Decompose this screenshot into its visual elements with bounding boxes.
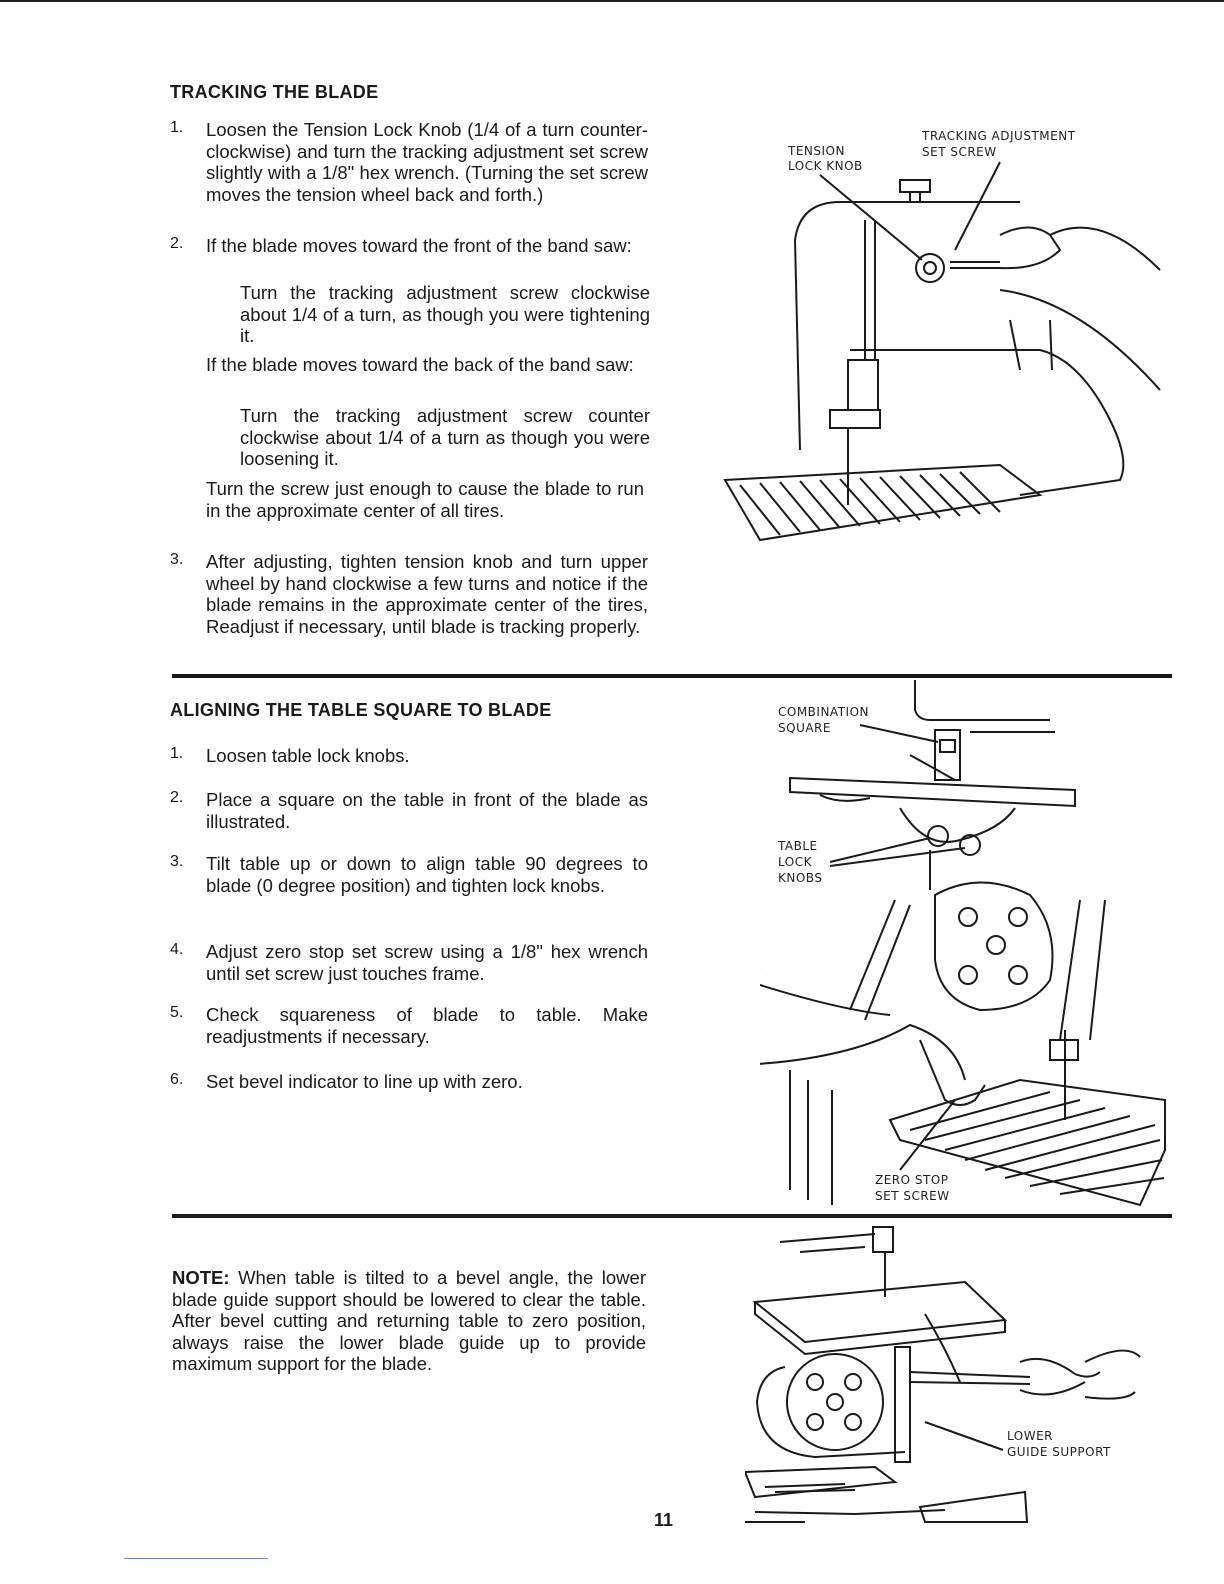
tracking-step-2-tail: Turn the screw just enough to cause the blade to run in the approximate center of all tires. <box>206 478 644 521</box>
tracking-step-2 <box>170 235 648 257</box>
label-tracking-adjustment: TRACKING ADJUSTMENT <box>922 129 1076 143</box>
step-text: Adjust zero stop set screw using a 1/8" hex wrench until set screw just touches frame. <box>206 941 648 984</box>
page-number: 11 <box>654 1510 674 1530</box>
top-border-rule <box>0 0 1224 2</box>
label-set-screw: SET SCREW <box>875 1189 950 1203</box>
note-paragraph <box>172 1267 646 1375</box>
step-number: 1. <box>170 745 184 762</box>
tracking-adjustment-illustration <box>700 110 1180 550</box>
note-label: NOTE: <box>172 1267 230 1288</box>
label-square: SQUARE <box>778 721 831 735</box>
aligning-step <box>170 745 648 767</box>
label-lower: LOWER <box>1007 1429 1053 1443</box>
aligning-step <box>170 1004 648 1047</box>
step-text: If the blade moves toward the front of the band saw: <box>206 235 632 256</box>
aligning-step <box>170 1071 648 1093</box>
lower-guide-support-illustration <box>745 1222 1165 1527</box>
section-divider <box>172 674 1172 678</box>
aligning-step <box>170 853 648 896</box>
step-text: After adjusting, tighten tension knob and turn upper wheel by hand clockwise a few turns and notice if the blade remains in the approximate center of the tires, Readjust if necessary, until blade is tracking properly. <box>206 551 648 637</box>
section-heading-aligning: ALIGNING THE TABLE SQUARE TO BLADE <box>170 700 552 720</box>
step-number: 6. <box>170 1071 184 1088</box>
footer-link-line <box>124 1558 268 1559</box>
step-text: Loosen the Tension Lock Knob (1/4 of a turn counter-clockwise) and turn the tracking adjustment set screw slightly with a 1/8" hex wrench. (Turning the set screw moves the tension wheel back and forth.) <box>206 119 648 205</box>
step-text: Set bevel indicator to line up with zero. <box>206 1071 523 1092</box>
table-alignment-illustration <box>760 680 1170 1215</box>
section-divider <box>172 1214 1172 1218</box>
section-heading-tracking: TRACKING THE BLADE <box>170 82 379 102</box>
step-number: 4. <box>170 941 184 958</box>
tracking-step-3 <box>170 551 648 637</box>
step-number: 2. <box>170 789 184 806</box>
step-text: Tilt table up or down to align table 90 degrees to blade (0 degree position) and tighten lock knobs. <box>206 853 648 896</box>
step-text: Check squareness of blade to table. Make readjustments if necessary. <box>206 1004 648 1047</box>
tracking-step-2-back-condition: If the blade moves toward the back of the band saw: <box>206 354 634 375</box>
label-zero-stop: ZERO STOP <box>875 1173 949 1187</box>
label-knobs: KNOBS <box>778 871 823 885</box>
step-number: 2. <box>170 235 184 252</box>
label-table: TABLE <box>778 839 818 853</box>
step-number: 3. <box>170 853 184 870</box>
step-text: Place a square on the table in front of the blade as illustrated. <box>206 789 648 832</box>
label-lock: LOCK <box>778 855 812 869</box>
label-guide-support: GUIDE SUPPORT <box>1007 1445 1111 1459</box>
label-combination: COMBINATION <box>778 705 869 719</box>
step-number: 5. <box>170 1004 184 1021</box>
step-number: 3. <box>170 551 184 568</box>
step-text: Loosen table lock knobs. <box>206 745 410 766</box>
aligning-step <box>170 789 648 832</box>
label-tension: TENSION <box>788 144 845 158</box>
tracking-step-1 <box>170 119 648 205</box>
label-set-screw: SET SCREW <box>922 145 997 159</box>
step-number: 1. <box>170 119 184 136</box>
tracking-step-2-front-instruction: Turn the tracking adjustment screw clockwise about 1/4 of a turn, as though you were tightening it. <box>240 282 650 346</box>
aligning-step <box>170 941 648 984</box>
label-tension-lock-knob: LOCK KNOB <box>788 159 863 173</box>
note-text: When table is tilted to a bevel angle, the lower blade guide support should be lowered to clear the table. After bevel cutting and returning table to zero position, always raise the lower blade guide up to provide maximum support for the blade. <box>172 1267 646 1374</box>
tracking-step-2-back-instruction: Turn the tracking adjustment screw counter clockwise about 1/4 of a turn as though you were loosening it. <box>240 405 650 469</box>
